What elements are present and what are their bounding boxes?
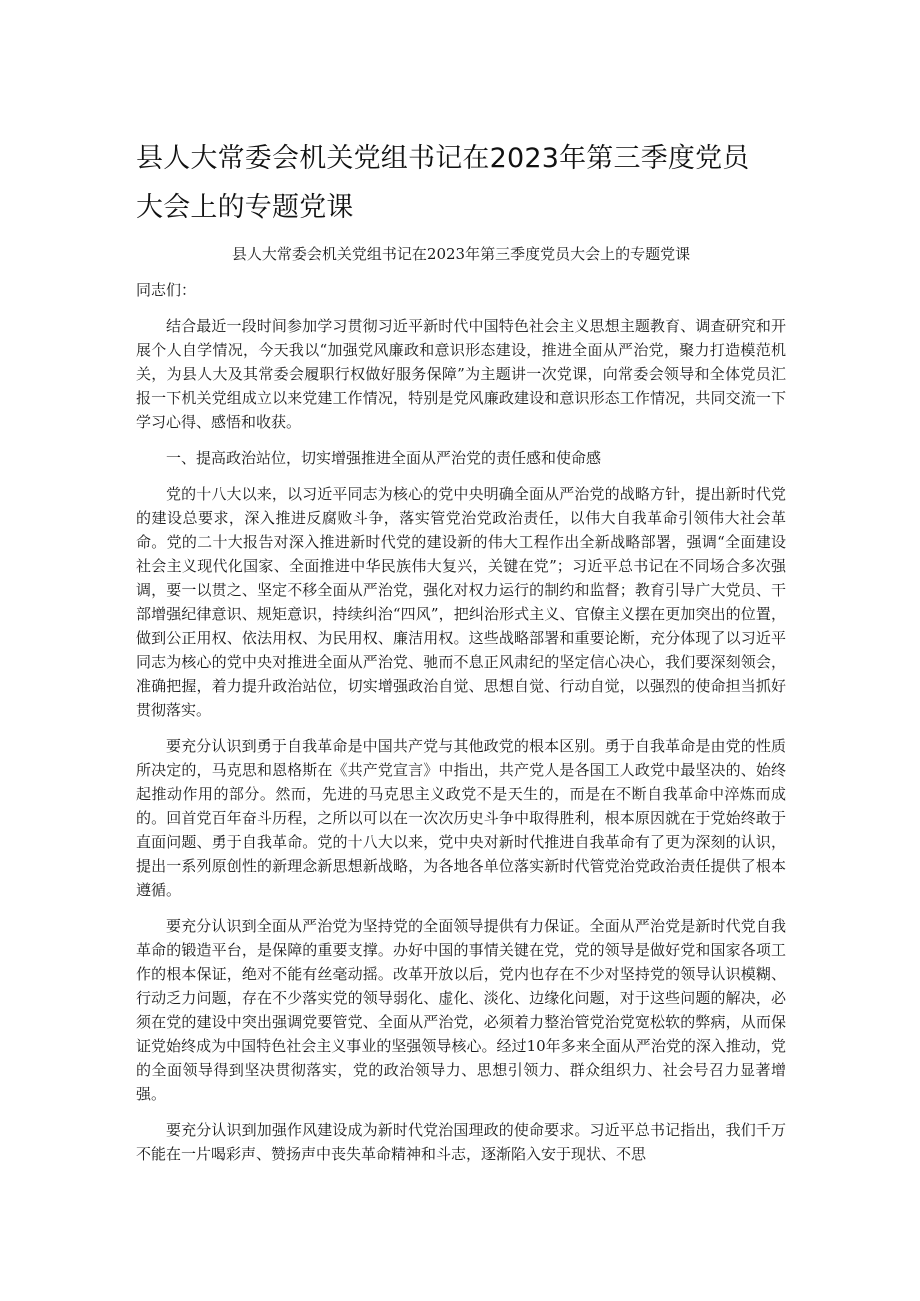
paragraph: 要充分认识到全面从严治党为坚持党的全面领导提供有力保证。全面从严治党是新时代党自我革命的锻造平台，是保障的重要支撑。办好中国的事情关键在党，党的领导是做好党和国家各项工作的根本保证，绝对不能有丝毫动摇。改革开放以后，党内也存在不少对坚持党的领导认识模糊、行动乏力问题，存在不少落实党的领导弱化、虚化、淡化、边缘化问题，对于这些问题的解决，必须在党的建设中突出强调党要管党、全面从严治党，必须着力整治管党治党宽松软的弊病，从而保证党始终成为中国特色社会主义事业的坚强领导核心。经过10年多来全面从严治党的深入推动，党的全面领导得到坚决贯彻落实，党的政治领导力、思想引领力、群众组织力、社会号召力显著增强。 [136, 917, 786, 1103]
section-heading-1: 一、提高政治站位，切实增强推进全面从严治党的责任感和使命感 [166, 449, 602, 467]
salutation: 同志们： [136, 281, 197, 299]
document-title: 县人大常委会机关党组书记在2023年第三季度党员大会上的专题党课 [136, 143, 750, 223]
paragraph: 要充分认识到勇于自我革命是中国共产党与其他政党的根本区别。勇于自我革命是由党的性质所决定的，马克思和恩格斯在《共产党宣言》中指出，共产党人是各国工人政党中最坚决的、始终起推动作用的部分。然而，先进的马克思主义政党不是天生的，而是在不断自我革命中淬炼而成的。回首党百年奋斗历程，之所以可以在一次次历史斗争中取得胜利，根本原因就在于党始终敢于直面问题、勇于自我革命。党的十八大以来，党中央对新时代推进自我革命有了更为深刻的认识，提出一系列原创性的新理念新思想新战略，为各地各单位落实新时代管党治党政治责任提供了根本遵循。 [136, 737, 786, 899]
document-subtitle: 县人大常委会机关党组书记在2023年第三季度党员大会上的专题党课 [231, 245, 691, 263]
document-body [136, 314, 786, 1178]
paragraph: 党的十八大以来，以习近平同志为核心的党中央明确全面从严治党的战略方针，提出新时代党的建设总要求，深入推进反腐败斗争，落实管党治党政治责任，以伟大自我革命引领伟大社会革命。党的二十大报告对深入推进新时代党的建设新的伟大工程作出全新战略部署，强调“全面建设社会主义现代化国家、全面推进中华民族伟大复兴，关键在党”；习近平总书记在不同场合多次强调，要一以贯之、坚定不移全面从严治党，强化对权力运行的制约和监督；教育引导广大党员、干部增强纪律意识、规矩意识，持续纠治“四风”，把纠治形式主义、官僚主义摆在更加突出的位置，做到公正用权、依法用权、为民用权、廉洁用权。这些战略部署和重要论断，充分体现了以习近平同志为核心的党中央对推进全面从严治党、驰而不息正风肃纪的坚定信心决心，我们要深刻领会，准确把握，着力提升政治站位，切实增强政治自觉、思想自觉、行动自觉，以强烈的使命担当抓好贯彻落实。 [136, 485, 786, 719]
paragraph-intro: 结合最近一段时间参加学习贯彻习近平新时代中国特色社会主义思想主题教育、调查研究和开展个人自学情况，今天我以“加强党风廉政和意识形态建设，推进全面从严治党，聚力打造模范机关，为县人大及其常委会履职行权做好服务保障”为主题讲一次党课，向常委会领导和全体党员汇报一下机关党组成立以来党建工作情况，特别是党风廉政建设和意识形态工作情况，共同交流一下学习心得、感悟和收获。 [136, 317, 786, 431]
paragraph: 要充分认识到加强作风建设成为新时代党治国理政的使命要求。习近平总书记指出，我们千万不能在一片喝彩声、赞扬声中丧失革命精神和斗志，逐渐陷入安于现状、不思 [136, 1121, 786, 1163]
